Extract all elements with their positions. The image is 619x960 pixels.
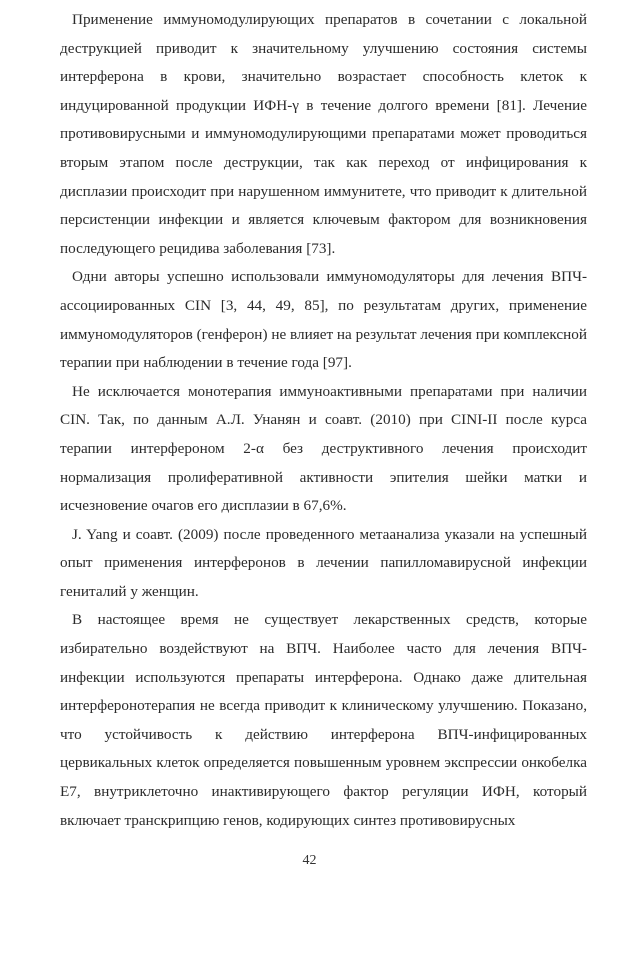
paragraph: В настоящее время не существует лекарственных средств, которые избирательно воздействуют на ВПЧ. Наиболее часто для лечения ВПЧ-инфекции используются препараты интерферона. Однако даже длительная интерферонотерапия не всегда приводит к клиническому улучшению. Показано, что устойчивость к действию интерферона ВПЧ-инфицированных цервикальных клеток определяется повышенным уровнем экспрессии онкобелка Е7, внутриклеточно инактивирующего фактор регуляции ИФН, который включает транскрипцию генов, кодирующих синтез противовирусных (60, 611, 587, 829)
paragraph: J. Yang и соавт. (2009) после проведенного метаанализа указали на успешный опыт применения интерферонов в лечении папилломавирусной инфекции гениталий у женщин. (60, 525, 587, 600)
page-number: 42 (302, 853, 317, 868)
paragraph: Применение иммуномодулирующих препаратов в сочетании с локальной деструкцией приводит к значительному улучшению состояния системы интерферона в крови, значительно возрастает способность клеток к индуцированной продукции ИФН-γ в течение долгого времени [81]. Лечение противовирусными и иммуномодулирующими препаратами может проводиться вторым этапом после деструкции, так как переход от инфицирования к дисплазии происходит при нарушенном иммунитете, что приводит к длительной персистенции инфекции и является ключевым фактором для возникновения последующего рецидива заболевания [73]. (60, 11, 587, 257)
paragraph: Не исключается монотерапия иммуноактивными препаратами при наличии CIN. Так, по данным А.Л. Унанян и соавт. (2010) при CINI-II после курса терапии интерфероном 2-α без деструктивного лечения происходит нормализация пролиферативной активности эпителия шейки матки и исчезновение очагов его дисплазии в 67,6%. (60, 382, 587, 515)
body-text (60, 6, 587, 835)
paragraph: Одни авторы успешно использовали иммуномодуляторы для лечения ВПЧ-ассоциированных CIN [3, 44, 49, 85], по результатам других, применение иммуномодуляторов (генферон) не влияет на результат лечения при комплексной терапии при наблюдении в течение года [97]. (60, 268, 587, 372)
